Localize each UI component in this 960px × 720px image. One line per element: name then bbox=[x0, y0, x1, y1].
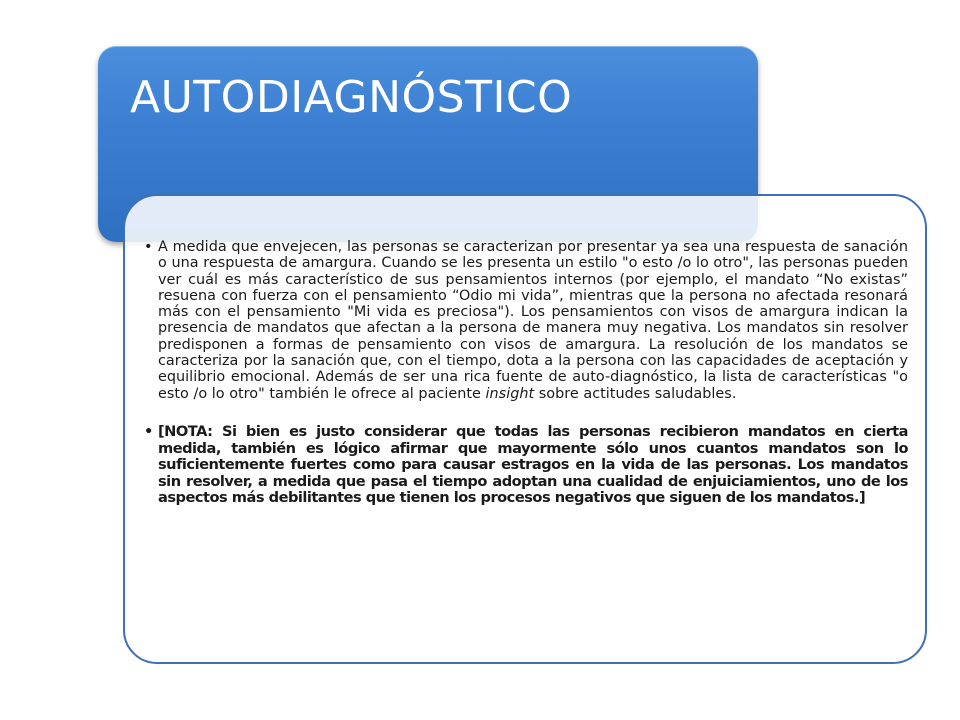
paragraph-1-text-end: sobre actitudes saludables. bbox=[534, 385, 737, 402]
bullet-marker: • bbox=[144, 422, 153, 440]
paragraph-2-text: [NOTA: Si bien es justo considerar que todas las personas recibieron mandatos en cierta medida, también es lógico afirmar que mayormente sólo unos cuantos mandatos son lo suficientemente fuertes como para causar estragos en la vida de las personas. Los mandatos sin resolver, a medida que pasa el tiempo adoptan una cualidad de enjuiciamientos, uno de los aspectos más debilitantes que tienen los procesos negativos que siguen de los mandatos.] bbox=[158, 422, 908, 507]
bullet-paragraph-2 bbox=[140, 424, 908, 507]
paragraph-1-text: A medida que envejecen, las personas se caracterizan por presentar ya sea una respuesta de sanación o una respuesta de amargura. Cuando se les presenta un estilo "o esto /o lo otro", las personas pueden ver cuál es más característico de sus pensamientos internos (por ejemplo, el mandato “No existas” resuena con fuerza con el pensamiento “Odio mi vida”, mientras que la persona no afectada resonará más con el pensamiento "Mi vida es preciosa"). Los pensamientos con visos de amargura indican la presencia de mandatos que afectan a la persona de manera muy negativa. Los mandatos sin resolver predisponen a formas de pensamiento con visos de amargura. La resolución de los mandatos se caracteriza por la sanación que, con el tiempo, dota a la persona con las capacidades de aceptación y equilibrio emocional. Además de ser una rica fuente de auto-diagnóstico, la lista de características "o esto /o lo otro" también le ofrece al paciente bbox=[158, 239, 908, 402]
bullet-list bbox=[140, 239, 908, 507]
slide-title: AUTODIAGNÓSTICO bbox=[130, 72, 573, 123]
bullet-paragraph-1 bbox=[140, 239, 908, 402]
paragraph-1-italic: insight bbox=[485, 385, 535, 402]
bullet-marker: • bbox=[144, 239, 153, 255]
